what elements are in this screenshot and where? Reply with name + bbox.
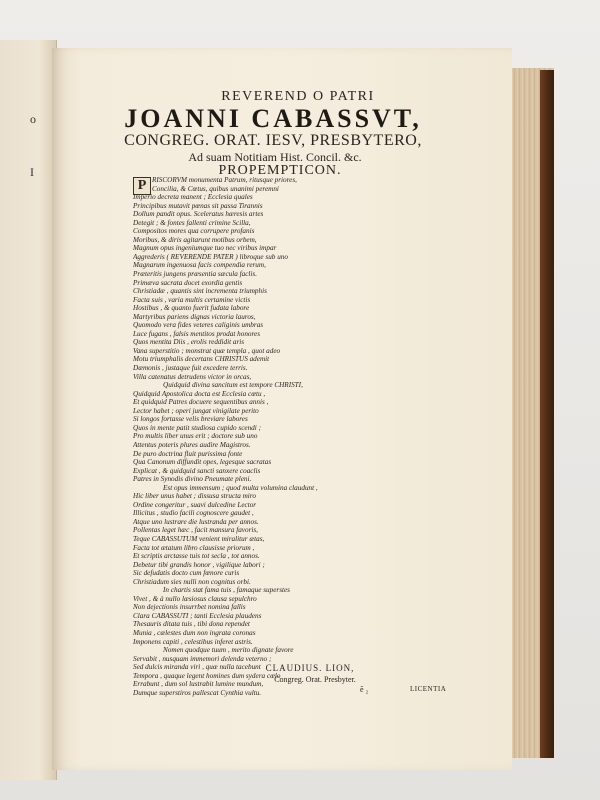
poem-line: Moribus, & diris agitarunt motibus orbem, [133,235,257,244]
poem-line: Sed dulcis miranda viri , quæ nulla tacebunt [133,663,261,672]
poem-line: Thesauris ditata tuis , tibi dona rependet [133,620,250,629]
signature-mark: ẽ ₂ [360,685,369,694]
poem-line: Non dejectionis insurrbet nomina fallis [133,603,246,612]
poem-line: Præteritis jungens præsentia sæcula faclis. [133,270,257,279]
poem-line: De puro doctrina fluit purissima fonte [133,449,243,458]
poem-line: Dumque superstiros pallescat Cynthia vultu. [133,688,262,697]
poem-line: Est opus immensum ; quod multa volumina claudunt , [163,483,318,492]
signature-title: Congreg. Orat. Presbyter. [274,675,356,684]
poem-line: Principibus mutavit pœnas sit passa Tirannis [133,201,263,210]
poem-line: Quidquid divina sancitum est tempore CHRISTI, [163,381,303,390]
poem-line: Attentus poteris plures audire Magistros. [133,440,251,449]
poem-line: Explicat , & quidquid sancti sanxere coaclis [133,466,261,475]
poem-line: Facta suis , varia multis certamine victis [133,295,251,304]
poem-line: Hic liber unus habet ; dissusa structa miro [133,492,256,501]
heading-name: JOANNI CABASSVT, [124,104,422,133]
poem-line: Lector habet ; operi jungat vinigilate perito [133,406,259,415]
poem-line: Imponens capiti , celestibus inferet astris. [133,637,253,646]
poem-line: Concilia, & Cœtus, quibus unanimi peremni [152,184,279,193]
poem-line: Tempora , quaque legent homines dum sydera cœlo [133,671,281,680]
poem-line: Et scriptis arctasse tuis tot secla , tot annos. [133,552,260,561]
poem-line: Servabit , nusquam immemori delenda veterno ; [133,654,272,663]
book-cover [540,70,554,758]
poem-line: Atque uno lustrare die lustranda per annos. [133,517,259,526]
left-page-fragment: I [30,165,34,179]
poem-line: Dollum pandit opus. Sceleratus hæresis artes [133,210,264,219]
poem-line: Vana superstitio ; monstrat quæ templa , quot adeo [133,346,281,355]
left-page-fragment: o [30,112,36,126]
poem-line: Quomodo vera fides veteres caliginis umbras [133,321,264,330]
signature-name: CLAUDIUS. LION, [265,663,355,673]
poem-line: Christiadum sies nulli non cognitus orbi. [133,577,251,586]
drop-cap: P [133,177,151,195]
poem-line: Quos in mente patit studiosa cupido scendi ; [133,423,261,432]
heading-propempticon: PROPEMPTICON. [218,163,342,178]
poem-line: Si longos fortasse velis breviare labores [133,415,248,424]
poem-line: Ordine congeritur , suavi dulcedine Lector [133,500,257,509]
poem-line: In chartis stat fama tuis , famaque superstes [163,586,290,595]
poem-line: Quos mentita Diis , erolis reddidit aris [133,338,245,347]
poem-line: Primæva sacrata docet exordia gentis [133,278,243,287]
poem-line: Compositos mores qua corrupere profanis [133,227,255,236]
poem-line: Qua Canonum diffundit opes, legesque sacratas [133,458,272,467]
poem-line: Magnum opus ingeniumque tuo nec viribus impar [133,244,277,253]
poem-line: Teque CABASSUTUM venient miralitur ætas, [133,534,265,543]
heading-dedication: REVEREND O PATRI [221,89,375,104]
poem-line: Pollentas leget hæc , facit mansura favoris, [133,526,258,535]
poem-line: Nomen quodque tuum , merito dignate favore [163,646,294,655]
poem-line: Dæmonis , justaque fuit excedere terris. [133,364,248,373]
poem-line: Debetur tibi grandis honor , vigilique labori ; [133,560,265,569]
poem-line: Aggrederis ( REVERENDE PATER ) libroque sub uno [133,252,288,261]
poem-line: Luce fugans , falsis mentitos prodat honores [133,329,261,338]
poem-line: Patres in Synodis divino Pneumate pleni. [133,475,252,484]
catchword: LICENTIA [410,685,447,693]
poem-line: Villa catenatus detrudens victor in orcas, [133,372,252,381]
poem-line: Munia , cælestes dum non ingrata coronas [133,628,256,637]
poem-line: Facta tot ætatum libro clausisse priorum , [133,543,255,552]
poem-line: Imperio decreta manent ; Ecclesia quales [133,193,253,202]
poem-line: Magnarum ingenuosa facis compendia rerum, [133,261,266,270]
poem-line: Quidquid Apostolica docta est Ecclesia cœtu , [133,389,266,398]
poem-body [133,176,451,697]
poem-line: Pro multis liber unus erit ; doctore sub uno [133,432,258,441]
poem-line: Clara CABASSUTI ; tanti Ecclesia plaudens [133,611,262,620]
poem-line: Vivet , & à nullo læsiosus clausa sepulchro [133,594,257,603]
poem-line: Detegit ; & fontes fallenti crimine Scilla, [133,218,251,227]
heading-work: Ad suam Notitiam Hist. Concil. &c. [188,150,362,164]
poem-line: Sic defudatis docto cum fœnore curis [133,569,240,578]
poem-line: Motu triumphalis decertans CHRISTUS ademit [133,355,270,364]
heading-order: CONGREG. ORAT. IESV, PRESBYTERO, [124,132,422,149]
poem-line: Et quidquid Patres docuere sequentibus annis , [133,398,269,407]
poem-line: Martyribus pariens dignas victoria lauros, [133,312,256,321]
poem-line: RISCORVM monumenta Patrum, ritusque priores, [152,176,297,184]
poem-line: Errabunt , dum sol lustrabit lumine mundum, [133,680,264,689]
poem-line: Hostibus , & quanto fuerit fudata labore [133,304,250,313]
poem-line: Illicitus , studio facili cognoscere gaudet , [133,509,254,518]
left-page [0,40,57,780]
poem-line: Christiadæ , quantis sint incrementa triumphis [133,287,267,296]
